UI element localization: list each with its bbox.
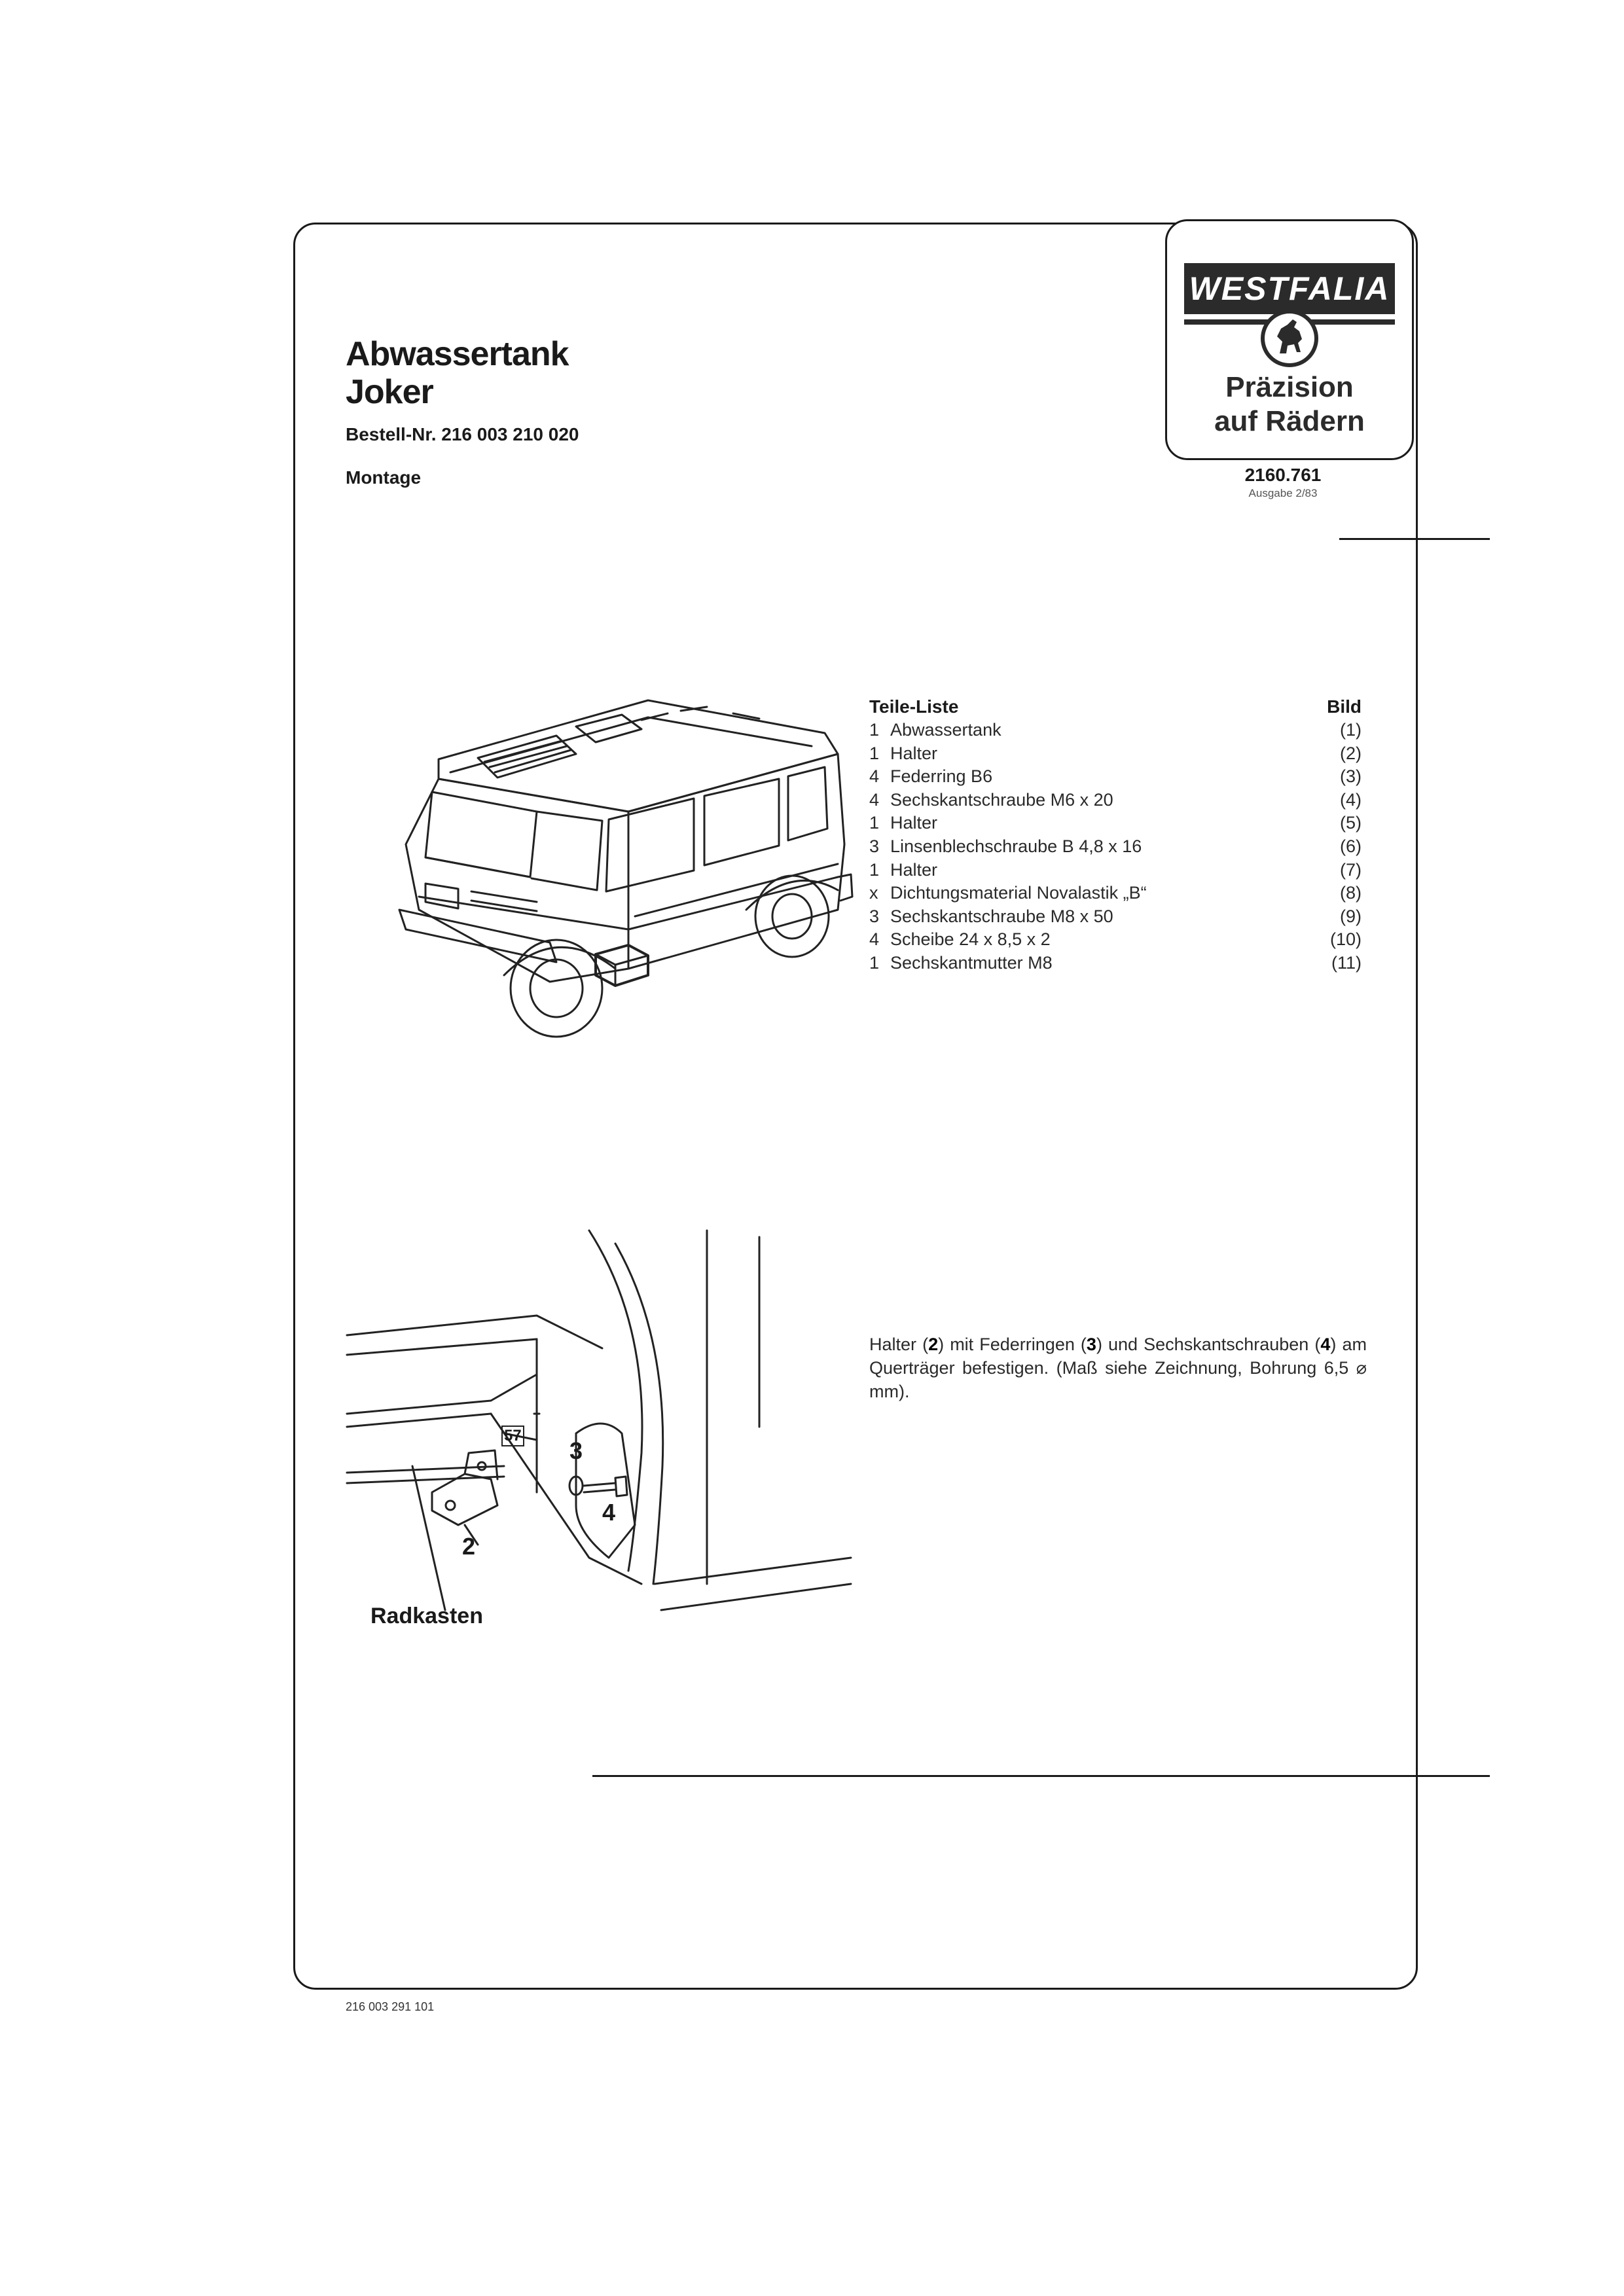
instruction-text: ) mit Federringen ( [938,1335,1087,1354]
part-qty: x [869,883,878,903]
brand-logo-text: WESTFALIA [1184,263,1395,314]
section-label: Montage [346,467,422,488]
instruction-ref: 4 [1320,1335,1331,1354]
divider-bottom [592,1775,1490,1777]
part-ref: (9) [1340,906,1362,926]
list-item [869,812,1362,835]
instruction-text: ) am Querträger befestigen. (Maß siehe Zeichnung, Bohrung 6,5 ⌀ mm). [869,1335,1367,1401]
part-ref: (11) [1331,952,1362,973]
parts-list-ref-heading: Bild [1327,696,1362,717]
instruction-text: ) und Sechskantschrauben ( [1096,1335,1321,1354]
callout-3: 3 [569,1437,583,1464]
list-item [869,719,1362,742]
bracket-detail-drawing [340,1217,857,1636]
part-qty: 1 [869,952,880,973]
horse-emblem-icon [1254,302,1326,374]
radkasten-label: Radkasten [370,1604,483,1628]
footer-code: 216 003 291 101 [346,2000,435,2013]
page-title [346,335,569,411]
callout-2: 2 [462,1533,476,1560]
parts-list-heading: Teile-Liste [869,696,959,717]
part-qty: 1 [869,720,880,740]
edition-label: Ausgabe 2/83 [1248,487,1318,499]
list-item [869,835,1362,859]
title-line1: Abwassertank [346,335,569,373]
parts-list [869,695,1362,975]
part-ref: (6) [1340,836,1362,856]
brand-logo-box [1165,219,1414,460]
divider-top-right [1339,538,1490,540]
instruction-ref: 3 [1086,1335,1096,1354]
part-qty: 4 [869,766,880,787]
part-ref: (1) [1340,720,1362,740]
part-name: Abwassertank [890,720,1001,740]
title-line2: Joker [346,373,433,411]
brand-slogan [1167,370,1412,439]
part-name: Halter [890,859,938,880]
list-item [869,765,1362,789]
part-name: Federring B6 [890,766,993,787]
list-item [869,882,1362,905]
part-ref: (4) [1340,789,1362,810]
part-qty: 1 [869,743,880,763]
part-qty: 1 [869,813,880,833]
list-item [869,742,1362,766]
part-name: Dichtungsmaterial Novalastik „B“ [890,883,1147,903]
brand-slogan-line1: Präzision [1225,371,1354,403]
mounting-instruction [869,1333,1367,1403]
part-ref: (10) [1329,929,1362,950]
part-qty: 4 [869,929,880,950]
part-ref: (8) [1340,883,1362,903]
part-qty: 4 [869,789,880,810]
list-item [869,789,1362,812]
instruction-ref: 2 [928,1335,939,1354]
instruction-text: Halter ( [869,1335,929,1354]
part-ref: (7) [1340,859,1362,880]
part-name: Sechskantschraube M8 x 50 [890,906,1113,926]
part-ref: (3) [1340,766,1362,787]
parts-list-header [869,695,1362,719]
part-name: Sechskantmutter M8 [890,952,1053,973]
dimension-label: 57 [501,1426,524,1446]
part-qty: 3 [869,906,880,926]
brand-slogan-line2: auf Rädern [1214,405,1365,437]
doc-number: 2160.761 [1244,465,1322,485]
part-name: Halter [890,743,938,763]
part-name: Linsenblechschraube B 4,8 x 16 [890,836,1142,856]
part-qty: 1 [869,859,880,880]
list-item [869,952,1362,975]
callout-4: 4 [602,1499,616,1526]
part-qty: 3 [869,836,880,856]
van-illustration [340,681,857,1047]
list-item [869,928,1362,952]
order-number: Bestell-Nr. 216 003 210 020 [346,424,579,444]
part-name: Halter [890,813,938,833]
part-name: Sechskantschraube M6 x 20 [890,789,1113,810]
list-item [869,905,1362,929]
part-ref: (5) [1340,813,1362,833]
list-item [869,859,1362,882]
part-name: Scheibe 24 x 8,5 x 2 [890,929,1051,950]
part-ref: (2) [1340,743,1362,763]
